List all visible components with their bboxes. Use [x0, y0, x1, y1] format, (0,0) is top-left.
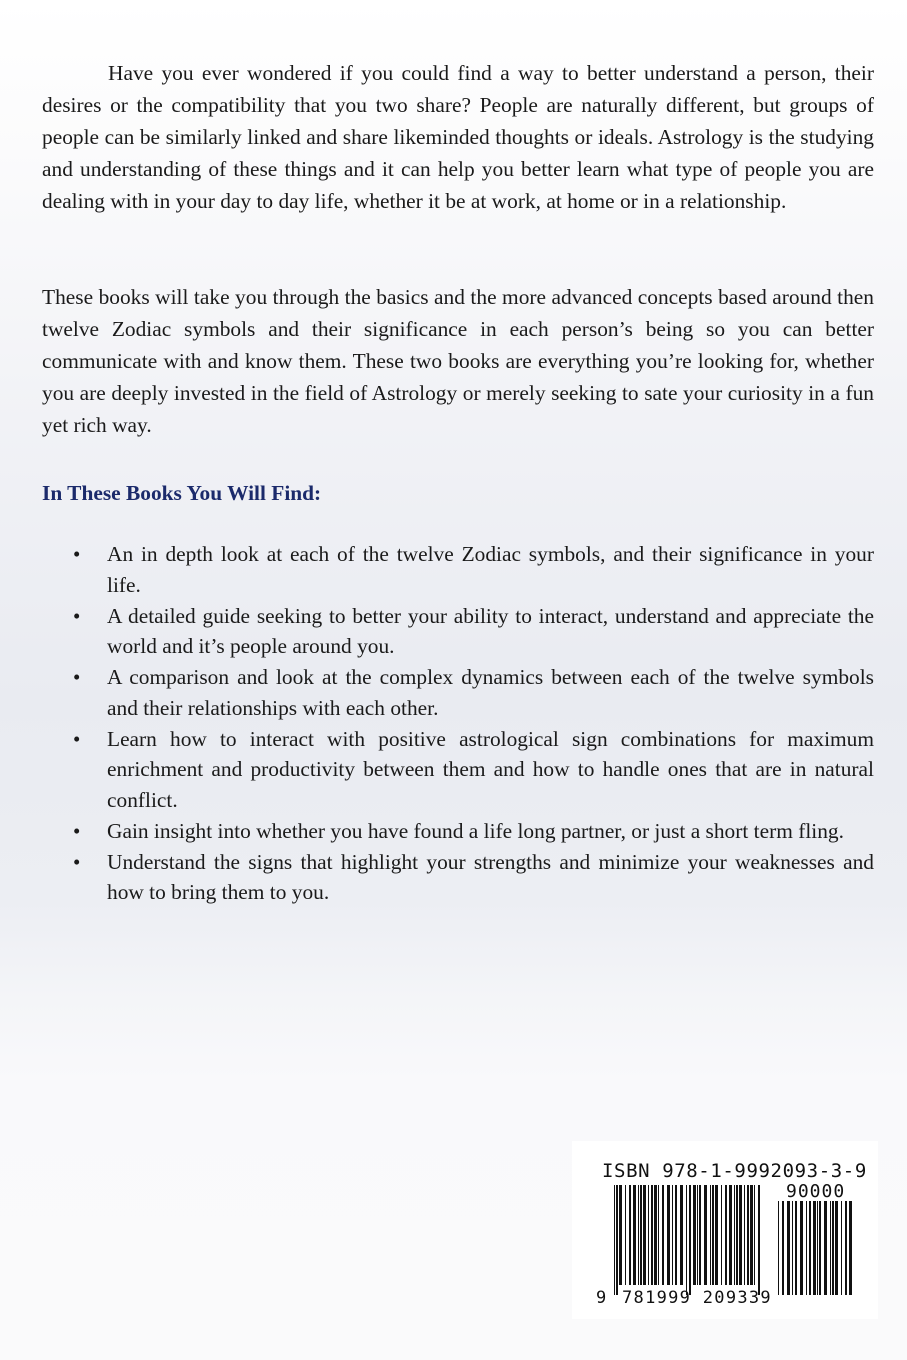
barcode-bar — [824, 1201, 827, 1295]
list-item — [42, 724, 874, 816]
bullet-icon: • — [73, 849, 81, 874]
list-item-text: Understand the signs that highlight your strengths and minimize your weaknesses and how to bring them to you. — [107, 849, 874, 905]
barcode-bar — [736, 1185, 738, 1285]
barcode-bar — [754, 1185, 755, 1285]
barcode-bar — [662, 1185, 664, 1285]
barcode-bar — [721, 1185, 722, 1285]
list-item — [42, 816, 874, 847]
bullet-icon: • — [73, 726, 81, 751]
price-code: 90000 — [786, 1181, 846, 1202]
barcode-bar — [817, 1201, 818, 1295]
barcode-bar — [697, 1185, 698, 1285]
list-item — [42, 601, 874, 662]
barcode-bar — [710, 1185, 711, 1285]
barcode-bar — [667, 1185, 670, 1285]
features-list — [42, 539, 874, 909]
bullet-icon: • — [73, 603, 81, 628]
barcode-bar — [787, 1201, 790, 1295]
barcode-bar — [734, 1185, 735, 1285]
barcode-bar — [729, 1185, 732, 1285]
barcode-bar — [616, 1185, 618, 1295]
list-item — [42, 847, 874, 908]
barcode-bar — [629, 1185, 631, 1285]
features-heading: In These Books You Will Find: — [42, 481, 322, 505]
barcode-bar — [744, 1185, 745, 1285]
barcode-bar — [614, 1185, 615, 1295]
barcode-bar — [625, 1185, 626, 1285]
barcode-bar — [725, 1185, 727, 1285]
list-item — [42, 662, 874, 723]
list-item-text: An in depth look at each of the twelve Zodiac symbols, and their significance in your life. — [107, 542, 874, 597]
barcode-bar — [835, 1201, 838, 1295]
bullet-icon: • — [73, 542, 81, 566]
barcode-bar — [675, 1185, 677, 1285]
barcode-bar — [654, 1185, 657, 1285]
barcode-bar — [704, 1185, 707, 1285]
intro-paragraph: Have you ever wondered if you could find a way to better understand a person, their desires or the compatibility that you two share? People are naturally different, but groups of people can be similarly linked and share likeminded thoughts or ideals. Astrology is the studying and understanding of these things and it can help you better learn what type of people you are dealing with in your day to day life, whether it be at work, at home or in a relationship. — [42, 61, 874, 213]
barcode-bar — [806, 1201, 807, 1295]
isbn-barcode — [572, 1141, 878, 1319]
barcode-bar — [782, 1201, 784, 1295]
barcode-bar — [750, 1185, 753, 1285]
books-description-paragraph: These books will take you through the basics and the more advanced concepts based around then twelve Zodiac symbols and their significance in each person’s being so you can better communicate with and know them. These two books are everything you’re looking for, whether you are deeply invested in the field of Astrology or merely seeking to sate your curiosity in a fun yet rich way. — [42, 285, 874, 437]
barcode-bar — [619, 1185, 622, 1285]
barcode-bar — [648, 1185, 649, 1285]
barcode-bar — [680, 1185, 683, 1285]
list-item — [42, 539, 874, 600]
barcode-bar — [693, 1185, 696, 1285]
barcode-bar — [686, 1185, 687, 1295]
barcode-bar — [712, 1185, 714, 1285]
bullet-icon: • — [73, 818, 81, 843]
list-item-text: A comparison and look at the complex dynamics between each of the twelve symbols and their relationships with each other. — [107, 665, 874, 720]
barcode-bar — [651, 1185, 653, 1285]
barcode-bar — [689, 1185, 691, 1295]
barcode-bar — [638, 1185, 639, 1285]
list-item-text: A detailed guide seeking to better your ability to interact, understand and appreciate the world and it’s people around you. — [107, 603, 874, 659]
barcode-bar — [778, 1201, 779, 1295]
barcode-bar — [672, 1185, 673, 1285]
barcode-bar — [715, 1185, 718, 1285]
barcode-bar — [809, 1201, 811, 1295]
barcode-bar — [849, 1201, 852, 1295]
barcode-bar — [758, 1185, 760, 1295]
barcode-bar — [747, 1185, 749, 1285]
barcode-bar — [739, 1185, 742, 1285]
list-item-text: Gain insight into whether you have found a life long partner, or just a short term fling. — [107, 818, 844, 843]
barcode-bar — [813, 1201, 816, 1295]
barcode-bar — [658, 1185, 659, 1285]
barcode-bar — [643, 1185, 646, 1285]
barcode-bar — [832, 1201, 834, 1295]
barcode-bar — [792, 1201, 793, 1295]
barcode-bar — [819, 1201, 821, 1295]
barcode-bar — [830, 1201, 831, 1295]
barcode-bar — [800, 1201, 803, 1295]
barcode-bar — [699, 1185, 701, 1285]
barcode-bar — [841, 1201, 842, 1295]
barcode-bar — [845, 1201, 847, 1295]
barcode-bar — [795, 1201, 797, 1295]
list-item-text: Learn how to interact with positive astrological sign combinations for maximum enrichment and productivity between them and how to handle ones that are in natural conflict. — [107, 726, 874, 812]
barcode-bar — [640, 1185, 642, 1285]
ean-digits: 781999 209339 — [622, 1288, 772, 1308]
bullet-icon: • — [73, 665, 81, 690]
barcode-bar — [633, 1185, 636, 1285]
ean-first-digit: 9 — [596, 1288, 607, 1308]
isbn-label: ISBN 978-1-9992093-3-9 — [602, 1160, 867, 1182]
